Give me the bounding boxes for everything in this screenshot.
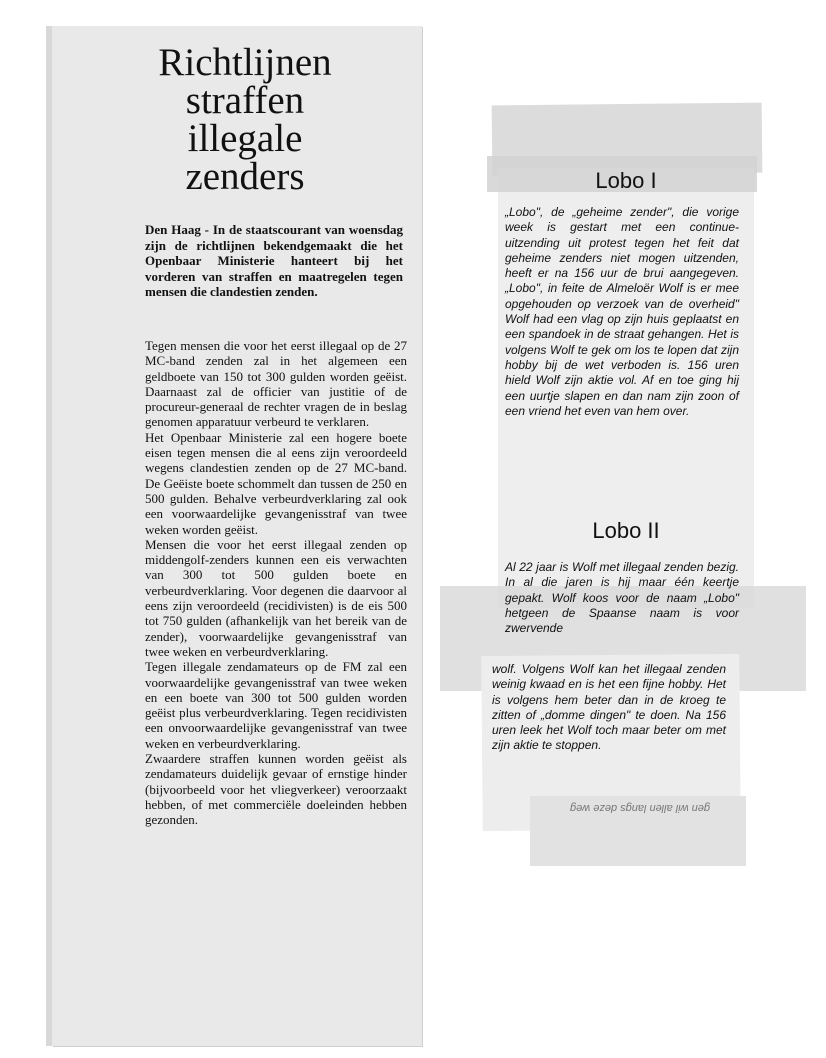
mirrored-text: gen wil allen langs deze weg bbox=[569, 802, 711, 814]
headline bbox=[70, 41, 420, 198]
lead-paragraph: Den Haag - In de staatscourant van woensdag zijn de richtlijnen bekendgemaakt die het Openbaar Ministerie hanteert bij het vorderen van straffen en maatregelen tegen mensen die clandestien zenden. bbox=[145, 222, 403, 300]
lobo1-title: Lobo I bbox=[595, 168, 657, 193]
article-body bbox=[145, 338, 407, 828]
lobo2-text: Al 22 jaar is Wolf met illegaal zenden bezig. In al die jaren is hij maar één keertje gepakt. Wolf koos voor de naam „Lobo" hetgeen de Spaanse naam is voor zwervende bbox=[505, 560, 739, 636]
lobo2-title: Lobo II bbox=[592, 518, 660, 543]
headline-line: straffen bbox=[185, 79, 305, 122]
headline-line: illegale bbox=[187, 117, 303, 160]
article-paragraph: Tegen illegale zendamateurs op de FM zal een voorwaardelijke gevangenisstraf van twee weken en een boete van 300 tot 500 gulden worden geëist plus verbeurdverklaring. Tegen recidivisten een onvoorwaardelijke gevangenisstraf van twee weken en verbeurdverklaring. bbox=[145, 659, 407, 751]
article-paragraph: Tegen mensen die voor het eerst illegaal op de 27 MC-band zenden zal in het algemeen een geldboete van 150 tot 300 gulden worden geëist. Daarnaast zal de officier van justitie of de procureur-generaal de rechter vragen de in beslag genomen apparatuur verbeurd te verklaren. bbox=[145, 338, 407, 430]
article-paragraph: Het Openbaar Ministerie zal een hogere boete eisen tegen mensen die al eens zijn veroordeeld wegens clandestien zenden op de 27 MC-band. De Geëiste boete schommelt dan tussen de 250 en 500 gulden. Behalve verbeurdverklaring zal ook een voorwaardelijke gevangenisstraf van twee weken worden geëist. bbox=[145, 429, 407, 537]
headline-line: zenders bbox=[185, 155, 305, 198]
lobo2-text-continued: wolf. Volgens Wolf kan het illegaal zenden weinig kwaad en is het een fijne hobby. Het is volgens hem beter dan in de kroeg te zitten of „domme dingen" te doen. Na 156 uren leek het Wolf toch maar beter om met zijn aktie te stoppen. bbox=[492, 662, 726, 753]
article-paragraph: Zwaardere straffen kunnen worden geëist als zendamateurs duidelijk gevaar of ernstige hinder (bijvoorbeeld voor het vliegverkeer) veroorzaakt hebben, of met commerciële doeleinden hebben gezonden. bbox=[145, 751, 407, 828]
article-paragraph: Mensen die voor het eerst illegaal zenden op middengolf-zenders kunnen een eis verwachten van 300 tot 500 gulden boete en verbeurdverklaring. Voor degenen die daarvoor al eens zijn veroordeeld (recidivisten) is de eis 500 tot 750 gulden (afhankelijk van het bereik van de zender), voorwaardelijke gevangenisstraf van twee weken en verbeurdverklaring. bbox=[145, 536, 407, 659]
lobo1-text: „Lobo", de „geheime zender", die vorige week is gestart met een continue-uitzending uit protest tegen het feit dat geheime zenders niet mogen uitzenden, heeft er na 156 uur de brui aangegeven. „Lobo", in feite de Almeloër Wolf is er mee opgehouden op verzoek van de overheid" Wolf had een vlag op zijn huis geplaatst en een spandoek in de straat gehangen. Het is volgens Wolf te gek om los te lopen dat zijn hobby bij de wet verboden is. 156 uren hield Wolf zijn aktie vol. Af en toe ging hij een uurtje slapen en dan nam zijn zoon of een vriend het even van hem over. bbox=[505, 205, 739, 418]
headline-line: Richtlijnen bbox=[158, 41, 332, 84]
